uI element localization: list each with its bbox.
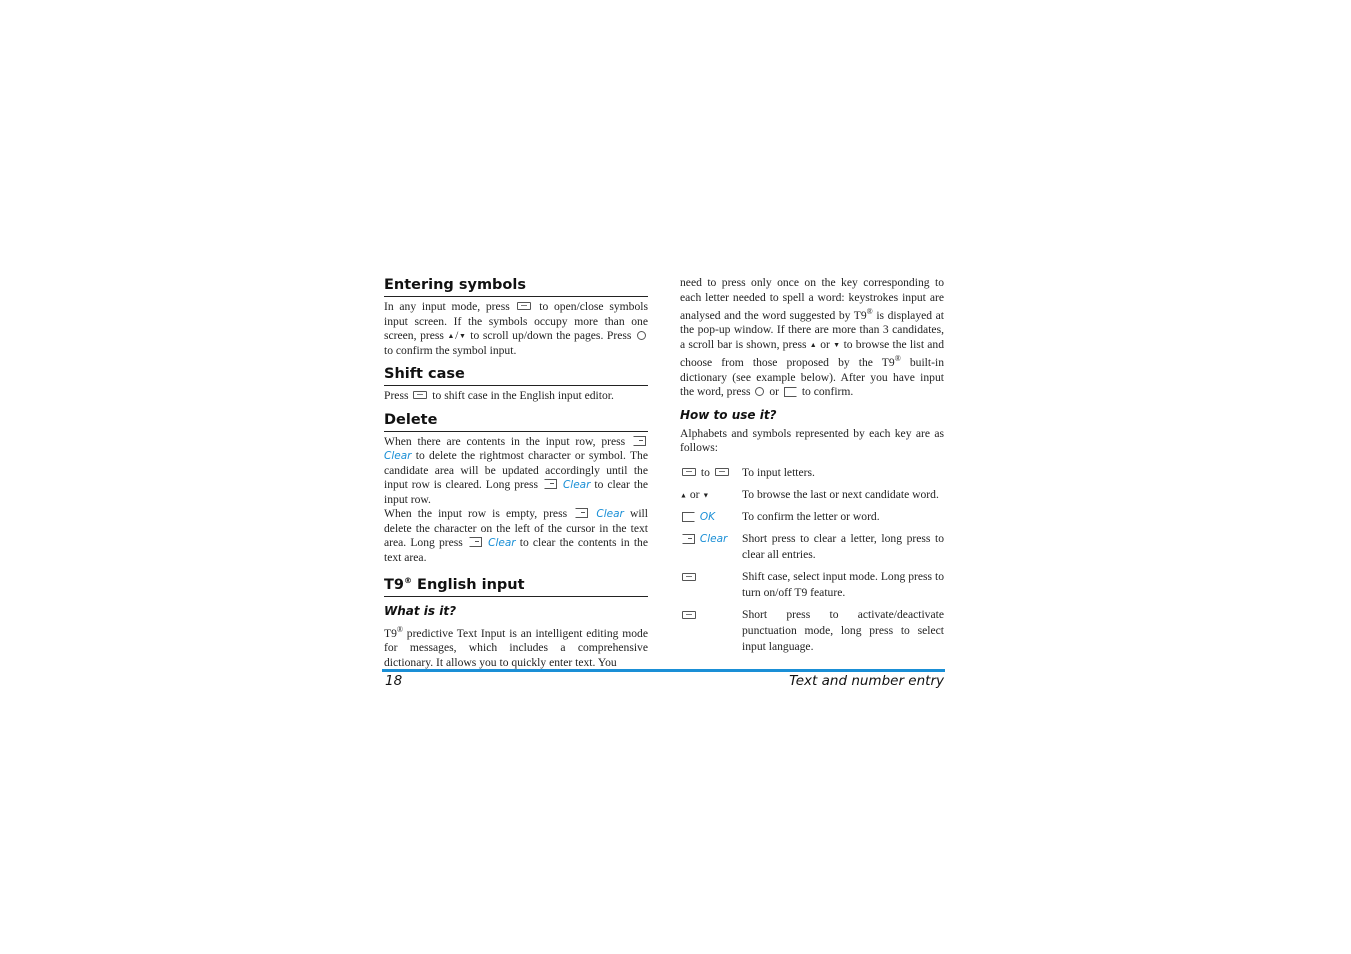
right-softkey-icon: [544, 479, 557, 489]
right-softkey-icon: [633, 436, 646, 446]
heading-what-is-it: What is it?: [384, 603, 457, 618]
down-arrow-icon: ▼: [833, 340, 841, 349]
how-intro-text: Alphabets and symbols represented by each key are as follows:: [680, 426, 944, 455]
page-number: 18: [385, 673, 403, 689]
left-column: [384, 276, 648, 670]
down-arrow-icon: ▼: [458, 332, 467, 341]
hash-key-icon: [413, 391, 427, 399]
heading-shift-case: Shift case: [384, 365, 648, 386]
right-column: [680, 276, 944, 658]
star-key-icon: [682, 611, 696, 619]
table-row: ▲ or ▼ To browse the last or next candidate word.: [680, 487, 939, 501]
nav-key-icon: [755, 387, 764, 396]
nav-key-icon: [637, 331, 646, 340]
delete-text-a: When there are contents in the input row, press Clear to delete the rightmost character or symbol. The candidate area will be updated accordingly until the input row is cleared. Long press Clear to clear the input row.: [384, 434, 649, 506]
zero-key-icon: [682, 468, 696, 476]
delete-text-b: When the input row is empty, press Clear will delete the character on the left of the cursor in the text area. Long press Clear to clear the contents in the text area.: [384, 507, 648, 564]
t9-intro-text: T9® predictive Text Input is an intelligent editing mode for messages, which includes a comprehensive dictionary. It allows you to quickly enter text. You: [384, 624, 648, 669]
t9-continued-text: need to press only once on the key corresponding to each letter needed to spell a word: keystrokes input are analysed and the word suggested by T9® is displayed at the pop-up window. If there are more than 3 candidates, a scroll bar is shown, press ▲ or ▼ to browse the list and choose from those proposed by the T9® built-in dictionary (see example below). After you have input the word, press or to confirm.: [680, 276, 944, 399]
down-arrow-icon: ▼: [702, 491, 710, 500]
table-row: to To input letters.: [680, 462, 944, 484]
chapter-title: Text and number entry: [789, 673, 944, 689]
table-row: OK To confirm the letter or word.: [680, 506, 944, 528]
left-softkey-icon: [682, 512, 695, 522]
left-softkey-icon: [784, 387, 797, 397]
right-softkey-icon: [469, 537, 482, 547]
up-arrow-icon: ▲: [447, 332, 456, 341]
table-row: Shift case, select input mode. Long press to turn on/off T9 feature.: [680, 566, 944, 604]
nine-key-icon: [715, 468, 729, 476]
heading-entering-symbols: Entering symbols: [384, 276, 648, 297]
right-softkey-icon: [682, 534, 695, 544]
up-arrow-icon: ▲: [809, 340, 817, 349]
heading-how-to-use-it: How to use it?: [680, 407, 777, 422]
table-row: Clear Short press to clear a letter, long press to clear all entries.: [680, 528, 944, 566]
entering-symbols-text: In any input mode, press to open/close symbols input screen. If the symbols occupy more than one screen, press ▲/▼ to scroll up/down the pages. Press to confirm the symbol input.: [384, 300, 648, 357]
shift-case-text: Press to shift case in the English input editor.: [384, 389, 614, 403]
star-key-icon: [517, 302, 531, 310]
table-row: Short press to activate/deactivate punctuation mode, long press to select input language.: [680, 604, 944, 658]
footer-divider: [382, 669, 945, 672]
key-table: [680, 462, 944, 658]
up-arrow-icon: ▲: [680, 491, 687, 500]
hash-key-icon: [682, 573, 696, 581]
heading-delete: Delete: [384, 411, 648, 432]
right-softkey-icon: [575, 508, 588, 518]
heading-t9-english-input: T9® English input: [384, 572, 648, 597]
